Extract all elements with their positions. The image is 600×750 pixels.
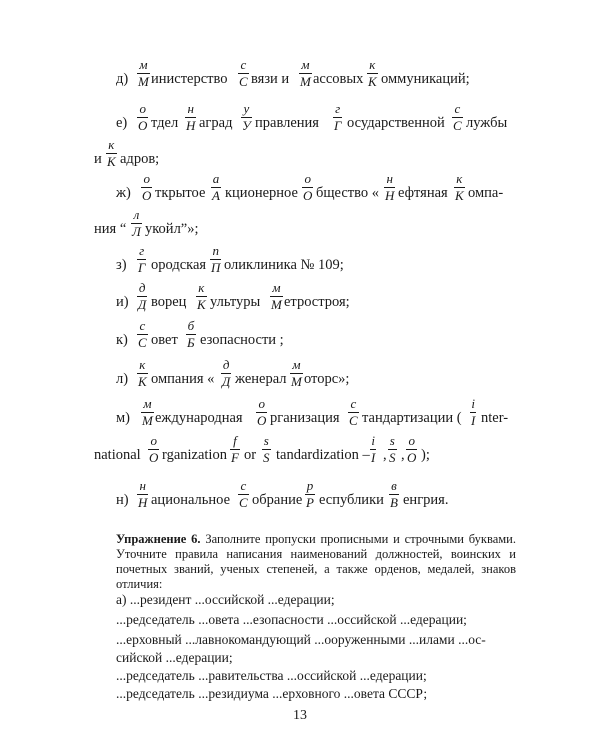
text-segment: тандартизации ( bbox=[362, 410, 462, 426]
fraction: с С bbox=[453, 101, 462, 133]
text-segment: женерал bbox=[235, 371, 287, 387]
exercise-line: ...ерховный ...лавнокомандующий ...ооруженными ...илами ...ос- bbox=[116, 632, 486, 647]
text-segment: бщество « bbox=[316, 185, 379, 201]
exercise-line: сийской ...едерации; bbox=[116, 650, 233, 665]
fraction: м М bbox=[138, 57, 149, 89]
text-segment: етростроя; bbox=[284, 294, 350, 310]
fraction: н Н bbox=[385, 171, 395, 203]
fraction: н Н bbox=[186, 101, 196, 133]
text-segment: ассовых bbox=[313, 71, 364, 87]
text-segment: ткрытое bbox=[155, 185, 206, 201]
text-segment: national bbox=[94, 447, 141, 463]
fraction: к К bbox=[455, 171, 464, 203]
text-segment: ефтяная bbox=[398, 185, 448, 201]
fraction: о О bbox=[142, 171, 152, 203]
text-segment: ультуры bbox=[210, 294, 261, 310]
fraction: м М bbox=[142, 396, 153, 428]
fraction: б Б bbox=[187, 318, 195, 350]
document-page: д) м М инистерство с С вязи и м М ассовых к К оммуникаций; е) о О тдел н Н аград у У правления г Г осударственной с С лужбы и к К адров; ж) о О ткрытое а А кционерное о О бщество « н Н ефтяная к К омпа- ния “ л Л укойл”»; з) г Г ородская п П оликлиника № 109; и) д Д ворец к К ультуры м М етростроя; к) с С овет б Б езопасности ; л) к К омпания « д Д женерал м М оторс»; м) м М еждународная о О рганизация с С тандартизации ( $\frac{i}{I}$ nter- national $\frac{o}{O}$ rganization $\frac{f}{F}$ or $\frac{s}{S}$ tandardization – $\frac{i}{I}$ , $\frac{s}{S}$ , $\frac{o}{O}$ ); н) н Н ациональное с С обрание р Р еспублики в В енгрия. Упражнение 6. Заполните пропуски прописными и строчными буквами. Уточните правила написания наименований должностей, воинских и почетных званий, ученых степеней, а также орденов, медалей, знаков отличия: а) ...резидент ...оссийской ...едерации; ...редседатель ...овета ...езопасности ...оссийской ...едерации; ...ерховный ...лавнокомандующий ...ооруженными ...илами ...ос- сийской ...едерации; ...редседатель ...равительства ...оссийской ...едерации; ...редседатель ...резидиума ...ерховного ...овета СССР; 13 bbox=[0, 0, 600, 750]
text-segment: тдел bbox=[151, 115, 179, 131]
text-segment: кционерное bbox=[225, 185, 298, 201]
item-label: к) bbox=[116, 332, 128, 348]
exercise-line: ...редседатель ...резидиума ...ерховного ...овета СССР; bbox=[116, 686, 428, 701]
text-segment: вязи и bbox=[251, 71, 290, 87]
fraction: $\frac{o}{O}$ bbox=[149, 433, 159, 465]
text-segment: ациональное bbox=[151, 492, 230, 508]
text-segment: омпания « bbox=[151, 371, 215, 387]
exercise-line: ...редседатель ...равительства ...оссийской ...едерации; bbox=[116, 668, 427, 683]
fraction: $\frac{s}{S}$ bbox=[263, 433, 270, 465]
text-segment: or bbox=[244, 447, 257, 463]
item-label: м) bbox=[116, 410, 131, 426]
exercise-title: Упражнение 6. bbox=[116, 532, 201, 546]
text-segment: ния “ bbox=[94, 221, 127, 237]
text-segment: ородская bbox=[151, 257, 207, 273]
fraction: $\frac{i}{I}$ bbox=[371, 433, 376, 465]
fraction: $\frac{o}{O}$ bbox=[407, 433, 417, 465]
fraction: $\frac{f}{F}$ bbox=[231, 433, 239, 465]
fraction: р Р bbox=[306, 478, 314, 510]
exercise-instructions bbox=[116, 532, 516, 592]
item-label: ж) bbox=[116, 185, 131, 201]
exercise-text: Заполните пропуски прописными и строчными буквами. Уточните правила написания наименований должностей, воинских и почетных званий, ученых степеней, а также орденов, медалей, знаков отличия: bbox=[116, 532, 516, 591]
page-number: 13 bbox=[293, 708, 307, 723]
fraction: о О bbox=[138, 101, 148, 133]
exercise-line: а) ...резидент ...оссийской ...едерации; bbox=[116, 592, 335, 607]
text-segment: укойл”»; bbox=[145, 221, 199, 237]
fraction: к К bbox=[107, 137, 116, 169]
item-label: и) bbox=[116, 294, 129, 310]
text-segment: правления bbox=[255, 115, 319, 131]
fraction: п П bbox=[211, 243, 221, 275]
text-segment: оммуникаций; bbox=[381, 71, 470, 87]
text-segment: nter- bbox=[481, 410, 509, 426]
fraction: а А bbox=[212, 171, 220, 203]
fraction: д Д bbox=[222, 357, 231, 389]
text-segment: обрание bbox=[252, 492, 303, 508]
text-segment: адров; bbox=[120, 151, 160, 167]
fraction: д Д bbox=[138, 280, 147, 312]
item-label: н) bbox=[116, 492, 129, 508]
fraction: м М bbox=[300, 57, 311, 89]
fraction: в В bbox=[390, 478, 398, 510]
fraction: к К bbox=[138, 357, 147, 389]
fraction: $\frac{i}{I}$ bbox=[471, 396, 476, 428]
text-segment: езопасности ; bbox=[200, 332, 284, 348]
text-segment: инистерство bbox=[151, 71, 228, 87]
text-segment: оликлиника № 109; bbox=[224, 257, 344, 273]
text-segment: осударственной bbox=[347, 115, 445, 131]
text-segment: ); bbox=[421, 447, 430, 463]
fraction: у У bbox=[242, 101, 251, 133]
fraction: с С bbox=[239, 478, 248, 510]
text-segment: tandardization – bbox=[276, 447, 370, 463]
text-segment: оторс»; bbox=[304, 371, 350, 387]
fraction: о О bbox=[303, 171, 313, 203]
fraction: г Г bbox=[138, 243, 146, 275]
exercise-line: ...редседатель ...овета ...езопасности ...оссийской ...едерации; bbox=[116, 612, 467, 627]
text-segment: лужбы bbox=[466, 115, 508, 131]
item-label: з) bbox=[116, 257, 127, 273]
fraction: к К bbox=[197, 280, 206, 312]
fraction: с С bbox=[349, 396, 358, 428]
text-segment: еспублики bbox=[319, 492, 384, 508]
item-label: л) bbox=[116, 371, 129, 387]
fraction: м М bbox=[271, 280, 282, 312]
fraction: с С bbox=[239, 57, 248, 89]
text-segment: овет bbox=[151, 332, 178, 348]
fraction: н Н bbox=[138, 478, 148, 510]
item-label: е) bbox=[116, 115, 128, 131]
fraction: м М bbox=[291, 357, 302, 389]
fraction: о О bbox=[257, 396, 267, 428]
text-segment: аград bbox=[199, 115, 233, 131]
text-segment: ворец bbox=[151, 294, 187, 310]
text-segment: и bbox=[94, 151, 102, 167]
fraction: $\frac{s}{S}$ bbox=[389, 433, 396, 465]
text-segment: омпа- bbox=[468, 185, 504, 201]
fraction: л Л bbox=[132, 207, 141, 239]
fraction: с С bbox=[138, 318, 147, 350]
fraction: г Г bbox=[334, 101, 342, 133]
text-segment: рганизация bbox=[270, 410, 340, 426]
text-segment: енгрия. bbox=[403, 492, 449, 508]
item-label: д) bbox=[116, 71, 129, 87]
text-segment: rganization bbox=[162, 447, 227, 463]
fraction: к К bbox=[368, 57, 377, 89]
text-segment: еждународная bbox=[155, 410, 243, 426]
